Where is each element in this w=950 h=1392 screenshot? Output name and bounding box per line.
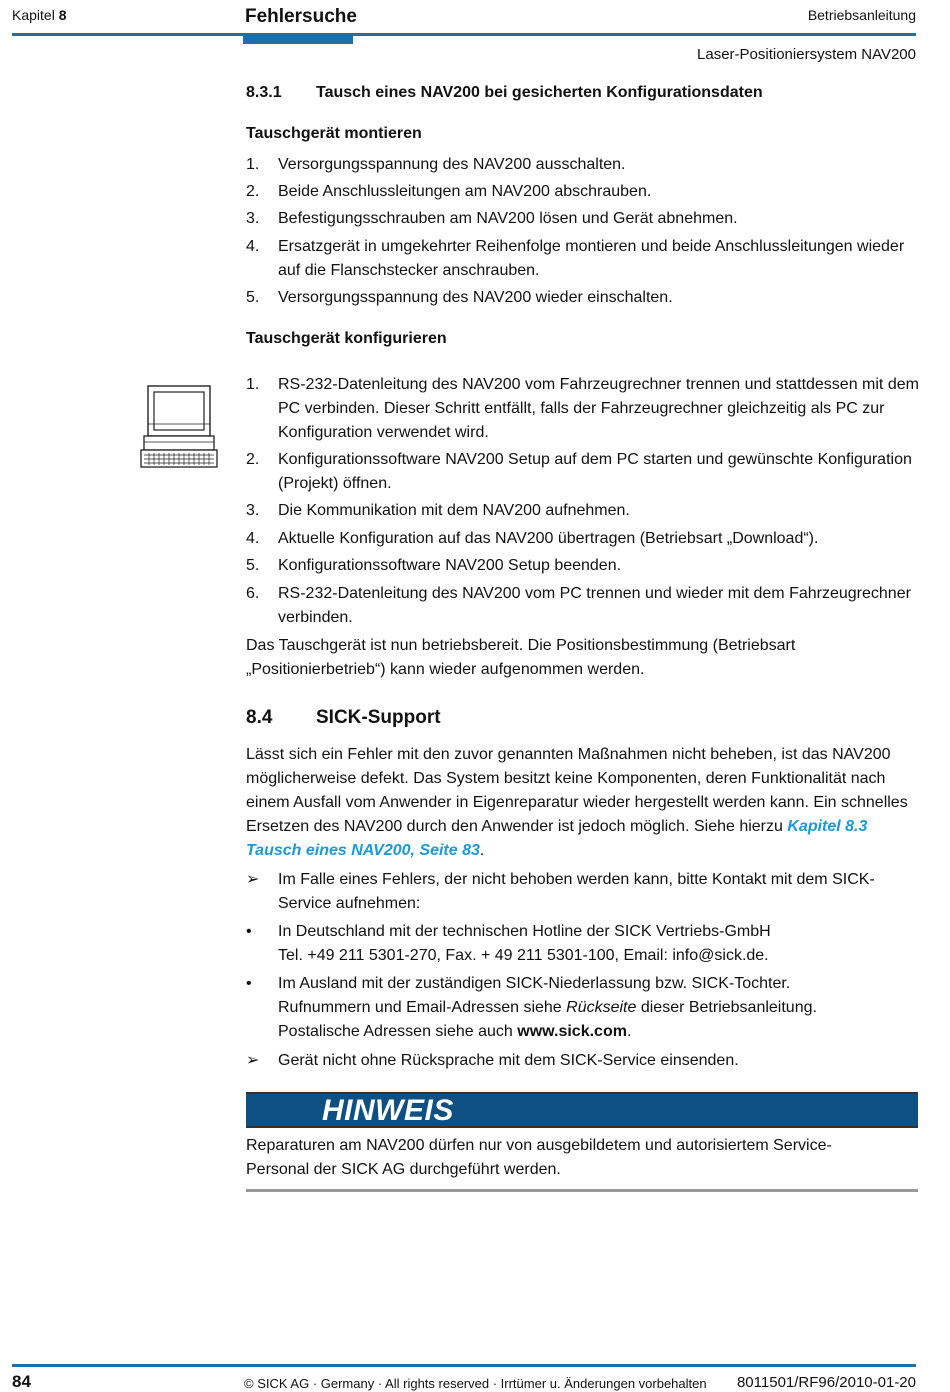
hinweis-banner — [246, 1092, 918, 1128]
montieren-step: 5. Versorgungsspannung des NAV200 wieder einschalten. — [246, 289, 673, 306]
konfigurieren-step: 1. RS-232-Datenleitung des NAV200 vom Fahrzeugrechner trennen und stattdessen mit dem PC verbinden. Dieser Schritt entfällt, falls der Fahrzeugrechner gleichzeitig als PC zur Konfiguration verwendet wird. — [246, 376, 919, 441]
konfigurieren-step: 6. RS-232-Datenleitung des NAV200 vom PC trennen und wieder mit dem Fahrzeugrechner verbinden. — [246, 585, 911, 626]
header-rule-tab — [243, 33, 353, 44]
header-rule-right — [353, 33, 916, 36]
footer-docnum: 8011501/RF96/2010-01-20 — [736, 1374, 916, 1391]
montieren-step: 3. Befestigungsschrauben am NAV200 lösen und Gerät abnehmen. — [246, 210, 738, 227]
action-item: ➢ Gerät nicht ohne Rücksprache mit dem SICK-Service einsenden. — [246, 1052, 739, 1069]
konfigurieren-closing: Das Tauschgerät ist nun betriebsbereit. Die Positionsbestimmung (Betriebsart „Positionierbetrieb“) kann wieder aufgenommen werden. — [246, 637, 796, 678]
konfigurieren-step: 3. Die Kommunikation mit dem NAV200 aufnehmen. — [246, 502, 630, 519]
footer-copyright: © SICK AG · Germany · All rights reserved · Irrtümer u. Änderungen vorbehalten — [244, 1376, 707, 1391]
section-84-number: 8.4 — [246, 707, 273, 728]
section-heading: Tausch eines NAV200 bei gesicherten Konfigurationsdaten — [316, 84, 763, 101]
hinweis-label: HINWEIS — [322, 1094, 454, 1127]
header-rule-left — [12, 33, 243, 36]
montieren-step: 4. Ersatzgerät in umgekehrter Reihenfolge montieren und beide Anschlussleitungen wieder auf die Flanschstecker anschrauben. — [246, 238, 905, 279]
konfigurieren-heading: Tauschgerät konfigurieren — [246, 330, 447, 347]
product-name: Laser-Positioniersystem NAV200 — [697, 46, 916, 63]
hinweis-bottom-rule — [246, 1189, 918, 1192]
action-item: ➢ Im Falle eines Fehlers, der nicht behoben werden kann, bitte Kontakt mit dem SICK-Service aufnehmen: — [246, 871, 875, 912]
page-number: 84 — [12, 1372, 31, 1391]
support-intro: Lässt sich ein Fehler mit den zuvor genannten Maßnahmen nicht beheben, ist das NAV200 möglicherweise defekt. Das System besitzt keine Komponenten, deren Funktionalität nach einem Ausfall vom Anwender in Eigenreparatur wieder hergestellt werden kann. Ein schnelles Ersetzen des NAV200 durch den Anwender ist jedoch möglich. Siehe hierzu Kapitel 8.3 Tausch eines NAV200, Seite 83. — [246, 746, 908, 859]
montieren-step: 2. Beide Anschlussleitungen am NAV200 abschrauben. — [246, 183, 652, 200]
hinweis-text: Reparaturen am NAV200 dürfen nur von ausgebildetem und autorisiertem Service-Personal der SICK AG durchgeführt werden. — [246, 1137, 832, 1178]
section-title: Fehlersuche — [245, 6, 357, 27]
bullet-item: • In Deutschland mit der technischen Hotline der SICK Vertriebs-GmbH Tel. +49 211 5301-270, Fax. + 49 211 5301-100, Email: info@sick.de. — [246, 923, 771, 964]
website-link[interactable]: www.sick.com — [517, 1023, 627, 1040]
chapter-label: Kapitel 8 — [12, 7, 67, 23]
doc-type: Betriebsanleitung — [807, 7, 916, 23]
konfigurieren-step: 2. Konfigurationssoftware NAV200 Setup auf dem PC starten und gewünschte Konfiguration (Projekt) öffnen. — [246, 451, 912, 492]
konfigurieren-step: 4. Aktuelle Konfiguration auf das NAV200 übertragen (Betriebsart „Download“). — [246, 530, 819, 547]
konfigurieren-step: 5. Konfigurationssoftware NAV200 Setup beenden. — [246, 557, 622, 574]
computer-icon — [139, 384, 221, 470]
chapter-link[interactable]: Kapitel 8.3 Tausch eines NAV200, Seite 83 — [246, 818, 868, 859]
montieren-step: 1. Versorgungsspannung des NAV200 ausschalten. — [246, 156, 626, 173]
montieren-heading: Tauschgerät montieren — [246, 125, 422, 142]
footer-rule — [12, 1364, 916, 1367]
section-84-title: SICK-Support — [316, 707, 441, 728]
section-number: 8.3.1 — [246, 84, 282, 101]
bullet-item: • Im Ausland mit der zuständigen SICK-Niederlassung bzw. SICK-Tochter. Rufnummern und Email-Adressen siehe Rückseite dieser Betriebsanleitung. Postalische Adressen siehe auch www.sick.com. — [246, 975, 817, 1040]
